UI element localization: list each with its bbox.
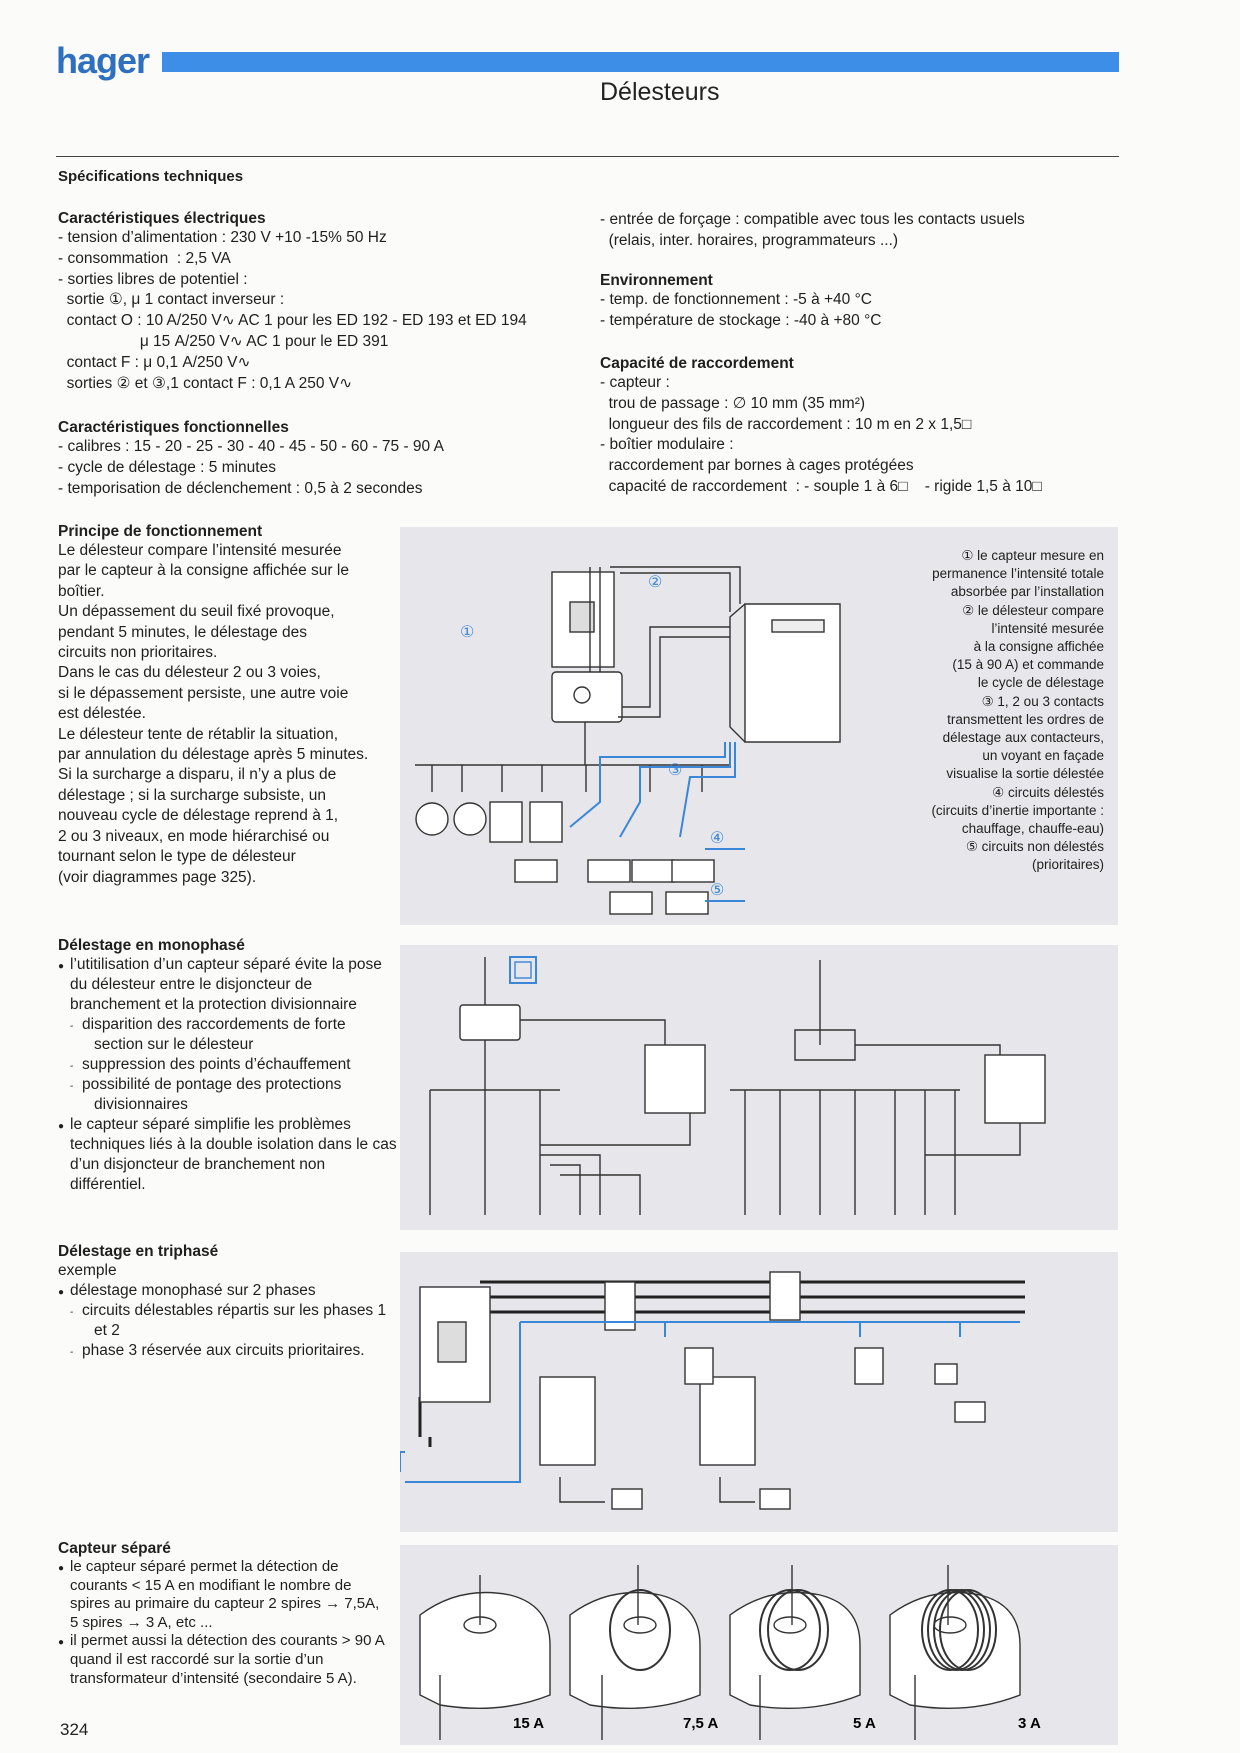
marker-3: ③ [668,762,683,779]
forcage-line: - entrée de forçage : compatible avec tous les contacts usuels [600,211,1025,228]
principe-diagram-panel [400,527,1118,925]
principe-line: nouveau cycle de délestage reprend à 1, [58,807,339,825]
env-lines [600,290,881,332]
page-number: 324 [60,1720,89,1739]
elec-section [58,210,527,394]
legend-line: chauffage, chauffe-eau) [961,821,1104,837]
principe-line: 2 ou 3 niveaux, en mode hiérarchisé ou [58,827,330,845]
principe-line: boîtier. [58,582,105,600]
capacite-line: capacité de raccordement : - souple 1 à 6□ - rigide 1,5 à 10□ [600,477,1042,495]
amp-label: 15 A [513,1715,545,1732]
marker-5: ⑤ [710,882,725,899]
legend-line: un voyant en façade [982,748,1104,764]
mono-section [58,937,398,1195]
legend-line: permanence l’intensité totale [932,566,1104,582]
tri-diagram [400,1252,1118,1532]
elec-line: - sorties libres de potentiel : [58,270,248,288]
env-heading: Environnement [600,272,713,289]
marker-1: ① [460,624,475,641]
capteur-diagram [400,1545,1118,1745]
elec-line: μ 15 A/250 V∿ AC 1 pour le ED 391 [58,332,389,350]
legend-line: délestage aux contacteurs, [942,730,1104,746]
mono-subitem: - disparition des raccordements de forte section sur le délesteur [82,1015,398,1055]
principe-line: tournant selon le type de délesteur [58,848,296,866]
load-oven [530,802,562,842]
legend-line: ⑤ circuits non délestés [965,839,1104,855]
mono-item: ● le capteur séparé simplifie les problèmes techniques liés à la double isolation dans le cas d’un disjoncteur de branchement non différentiel. [58,1115,398,1195]
amp-label: 7,5 A [683,1715,719,1732]
tri-list [58,1281,398,1361]
tri-item-text: délestage monophasé sur 2 phases [70,1282,316,1299]
capteur-item: ● le capteur séparé permet la détection de courants < 15 A en modifiant le nombre de spires au primaire du capteur 2 spires → 7,5A, 5 spires → 3 A, etc ... [58,1558,388,1632]
capteur-diagram-panel [400,1545,1118,1745]
principe-line: circuits non prioritaires. [58,644,218,662]
legend-line: visualise la sortie délestée [946,766,1104,782]
legend-line: (15 à 90 A) et commande [952,657,1104,673]
mono-subitem: - possibilité de pontage des protections divisionnaires [82,1075,398,1115]
elec-line: sorties ② et ③,1 contact F : 0,1 A 250 V∿ [58,374,353,392]
env-line: - temp. de fonctionnement : -5 à +40 °C [600,291,872,308]
elec-line: - consommation : 2,5 VA [58,249,231,267]
load-outlet [416,803,448,835]
capacite-line: trou de passage : ∅ 10 mm (35 mm²) [600,394,866,412]
func-section [58,419,444,499]
legend-line: absorbée par l’installation [950,584,1104,600]
legend-line: ③ 1, 2 ou 3 contacts [981,693,1104,709]
forcage-section [600,210,1025,252]
amp-label: 5 A [853,1715,876,1732]
mono-heading: Délestage en monophasé [58,937,245,954]
elec-line: - tension d’alimentation : 230 V +10 -15% 50 Hz [58,229,387,246]
principe-line: pendant 5 minutes, le délestage des [58,623,308,641]
legend-line: à la consigne affichée [973,639,1104,655]
amp-label: 3 A [1018,1715,1041,1732]
tri-sublist [70,1301,398,1361]
principe-lines [58,541,368,888]
principe-line: par le capteur à la consigne affichée sur le [58,562,349,580]
func-heading: Caractéristiques fonctionnelles [58,419,289,436]
specs-title: Spécifications techniques [58,168,244,185]
capacite-section [600,355,1042,498]
principe-heading: Principe de fonctionnement [58,523,263,540]
principe-line: est délestée. [58,705,146,723]
capacite-line: raccordement par bornes à cages protégées [600,457,914,475]
legend-line: l’intensité mesurée [991,620,1104,636]
sensor-device [552,672,622,722]
capacite-line: - capteur : [600,374,670,391]
tri-subitem: - phase 3 réservée aux circuits prioritaires. [82,1341,398,1361]
legend-line: le cycle de délestage [977,675,1104,691]
forcage-line: (relais, inter. horaires, programmateurs ...) [600,231,899,249]
mono-item-text: l’utitilisation d’un capteur séparé évite la pose du délesteur entre le disjoncteur de branchement et la protection divisionnaire [70,956,382,1013]
elec-heading: Caractéristiques électriques [58,210,266,227]
marker-2: ② [648,574,663,591]
marker-4: ④ [710,830,725,847]
func-line: - cycle de délestage : 5 minutes [58,458,276,476]
mono-item [58,955,398,1115]
forcage-lines [600,210,1025,252]
capacite-line: longueur des fils de raccordement : 10 m en 2 x 1,5□ [600,415,972,433]
page-title: Délesteurs [600,78,720,106]
tri-diagram-panel [400,1252,1118,1532]
capteur-list [58,1558,388,1688]
tri-item [58,1281,398,1361]
env-line: - température de stockage : -40 à +80 °C [600,311,882,329]
capacite-lines [600,373,1042,498]
elec-line: contact F : μ 0,1 A/250 V∿ [58,353,251,371]
principe-line: (voir diagrammes page 325). [58,868,257,886]
principe-section [58,523,368,888]
elec-lines [58,228,527,394]
principe-legend [931,547,1104,875]
mono-sublist [70,1015,398,1115]
principe-line: Le délesteur compare l’intensité mesurée [58,542,342,559]
principe-line: Si la surcharge a disparu, il n’y a plus de [58,766,337,784]
mono-list [58,955,398,1195]
capteur-heading: Capteur séparé [58,1540,171,1557]
principe-line: par annulation du délestage après 5 minutes. [58,746,369,764]
capacite-line: - boîtier modulaire : [600,436,734,454]
legend-line: ② le délesteur compare [962,602,1104,618]
legend-line: (prioritaires) [1031,857,1104,873]
principe-line: Le délesteur tente de rétablir la situation, [58,725,339,743]
tri-sub: exemple [58,1262,117,1279]
principe-line: si le dépassement persiste, une autre voie [58,684,349,702]
legend-line: ① le capteur mesure en [961,548,1104,563]
legend-line: transmettent les ordres de [947,711,1104,727]
capteur-item: ● il permet aussi la détection des courants > 90 A quand il est raccordé sur la sortie d’un transformateur d’intensité (secondaire 5 A). [58,1632,388,1688]
elec-line: contact O : 10 A/250 V∿ AC 1 pour les ED 192 - ED 193 et ED 194 [58,312,527,330]
tri-subitem: - circuits délestables répartis sur les phases 1 et 2 [82,1301,398,1341]
legend-line: (circuits d’inertie importante : [931,802,1104,818]
tri-section [58,1243,398,1361]
principe-line: Un dépassement du seuil fixé provoque, [58,603,335,621]
mono-diagram-panel [400,945,1118,1230]
elec-line: sortie ①, μ 1 contact inverseur : [58,291,285,309]
principe-line: délestage ; si la surcharge subsiste, un [58,786,326,804]
func-line: - temporisation de déclenchement : 0,5 à 2 secondes [58,479,423,497]
tri-heading: Délestage en triphasé [58,1243,219,1260]
capteur-section [58,1540,388,1688]
capacite-heading: Capacité de raccordement [600,355,794,372]
mono-subitem: - suppression des points d’échauffement [82,1055,398,1075]
header-bar [162,52,1119,72]
load-lamp [454,803,486,835]
principe-line: Dans le cas du délesteur 2 ou 3 voies, [58,664,321,682]
legend-line: ④ circuits délestés [992,784,1104,800]
env-section [600,272,881,332]
header-divider [56,156,1119,157]
hager-logo: hager [56,40,150,81]
func-lines [58,437,444,499]
mono-diagram [400,945,1118,1230]
func-line: - calibres : 15 - 20 - 25 - 30 - 40 - 45 - 50 - 60 - 75 - 90 A [58,438,444,455]
load-washer [490,802,522,842]
